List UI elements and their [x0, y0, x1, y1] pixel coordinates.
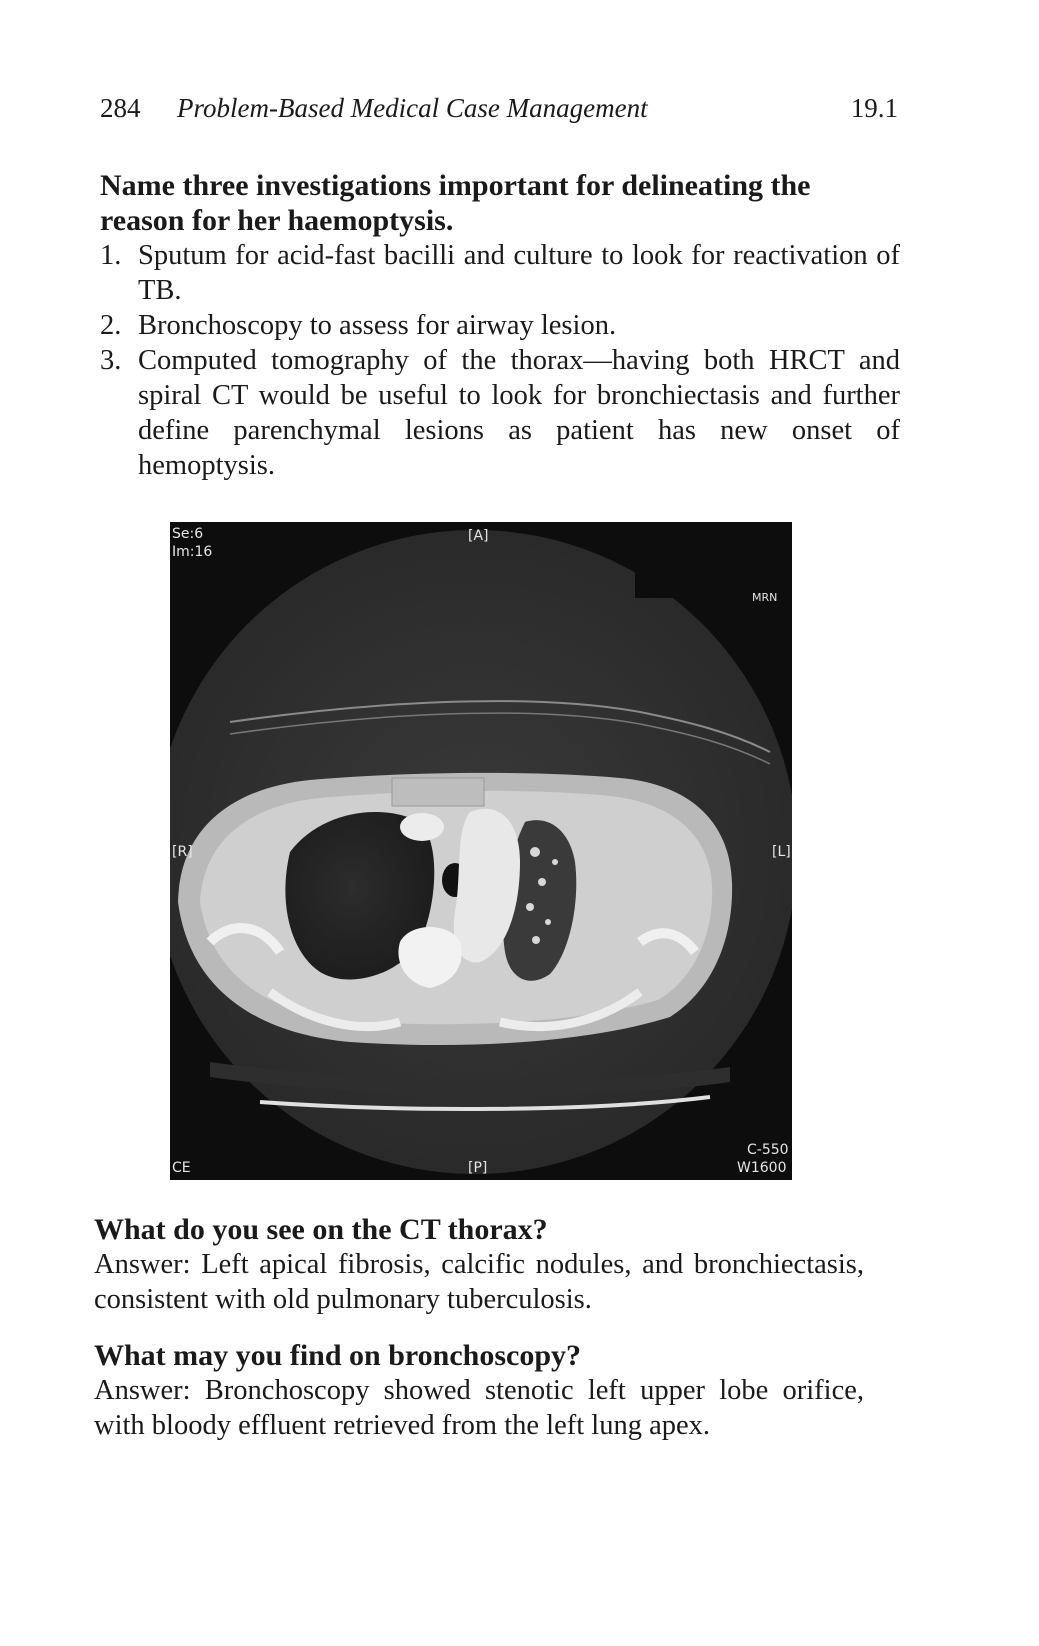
list-item-text: Computed tomography of the thorax—having both HRCT and spiral CT would be useful to look for bronchiectasis and further define parenchymal lesions as patient has new onset of hemoptysis. [138, 345, 900, 481]
corner-code: MRN [752, 591, 778, 604]
list-number: 2. [100, 310, 122, 341]
question-heading: What do you see on the CT thorax? [94, 1213, 548, 1246]
posterior-marker: [P] [468, 1160, 488, 1176]
question-heading: What may you find on bronchoscopy? [94, 1339, 582, 1372]
answer-text: Answer: Bronchoscopy showed stenotic left upper lobe orifice, with bloody effluent retrieved from the left lung apex. [94, 1375, 864, 1441]
series-label: Se:6 [172, 526, 204, 542]
answer-text: Answer: Left apical fibrosis, calcific nodules, and bronchiectasis, consistent with old pulmonary tuberculosis. [94, 1249, 864, 1315]
page-number: 284 [100, 93, 141, 123]
list-number: 3. [100, 345, 122, 376]
question-ct-findings [94, 1212, 864, 1317]
bottom-left-label: CE [172, 1160, 191, 1176]
list-item-text: Bronchoscopy to assess for airway lesion. [138, 310, 617, 341]
left-side-marker: [L] [772, 844, 791, 860]
list-item-text: Sputum for acid-fast bacilli and culture to look for reactivation of TB. [138, 240, 900, 306]
question-investigations [100, 168, 900, 483]
section-number: 19.1 [850, 93, 898, 123]
window-width-label: W1600 [737, 1160, 787, 1176]
right-side-marker: [R] [172, 844, 193, 860]
question-heading: Name three investigations important for delineating the reason for her haemoptysis. [100, 169, 811, 237]
list-item [100, 343, 900, 483]
list-item [100, 308, 900, 343]
list-item [100, 238, 900, 308]
anterior-marker: [A] [468, 528, 489, 544]
ct-scan-graphic [170, 522, 792, 1180]
question-bronchoscopy [94, 1338, 864, 1443]
ct-thorax-image [170, 522, 792, 1180]
window-center-label: C-550 [747, 1142, 789, 1158]
book-title: Problem-Based Medical Case Management [177, 93, 648, 123]
running-head [100, 88, 898, 128]
list-number: 1. [100, 240, 122, 271]
investigation-list [100, 238, 900, 483]
image-number-label: Im:16 [172, 544, 213, 560]
